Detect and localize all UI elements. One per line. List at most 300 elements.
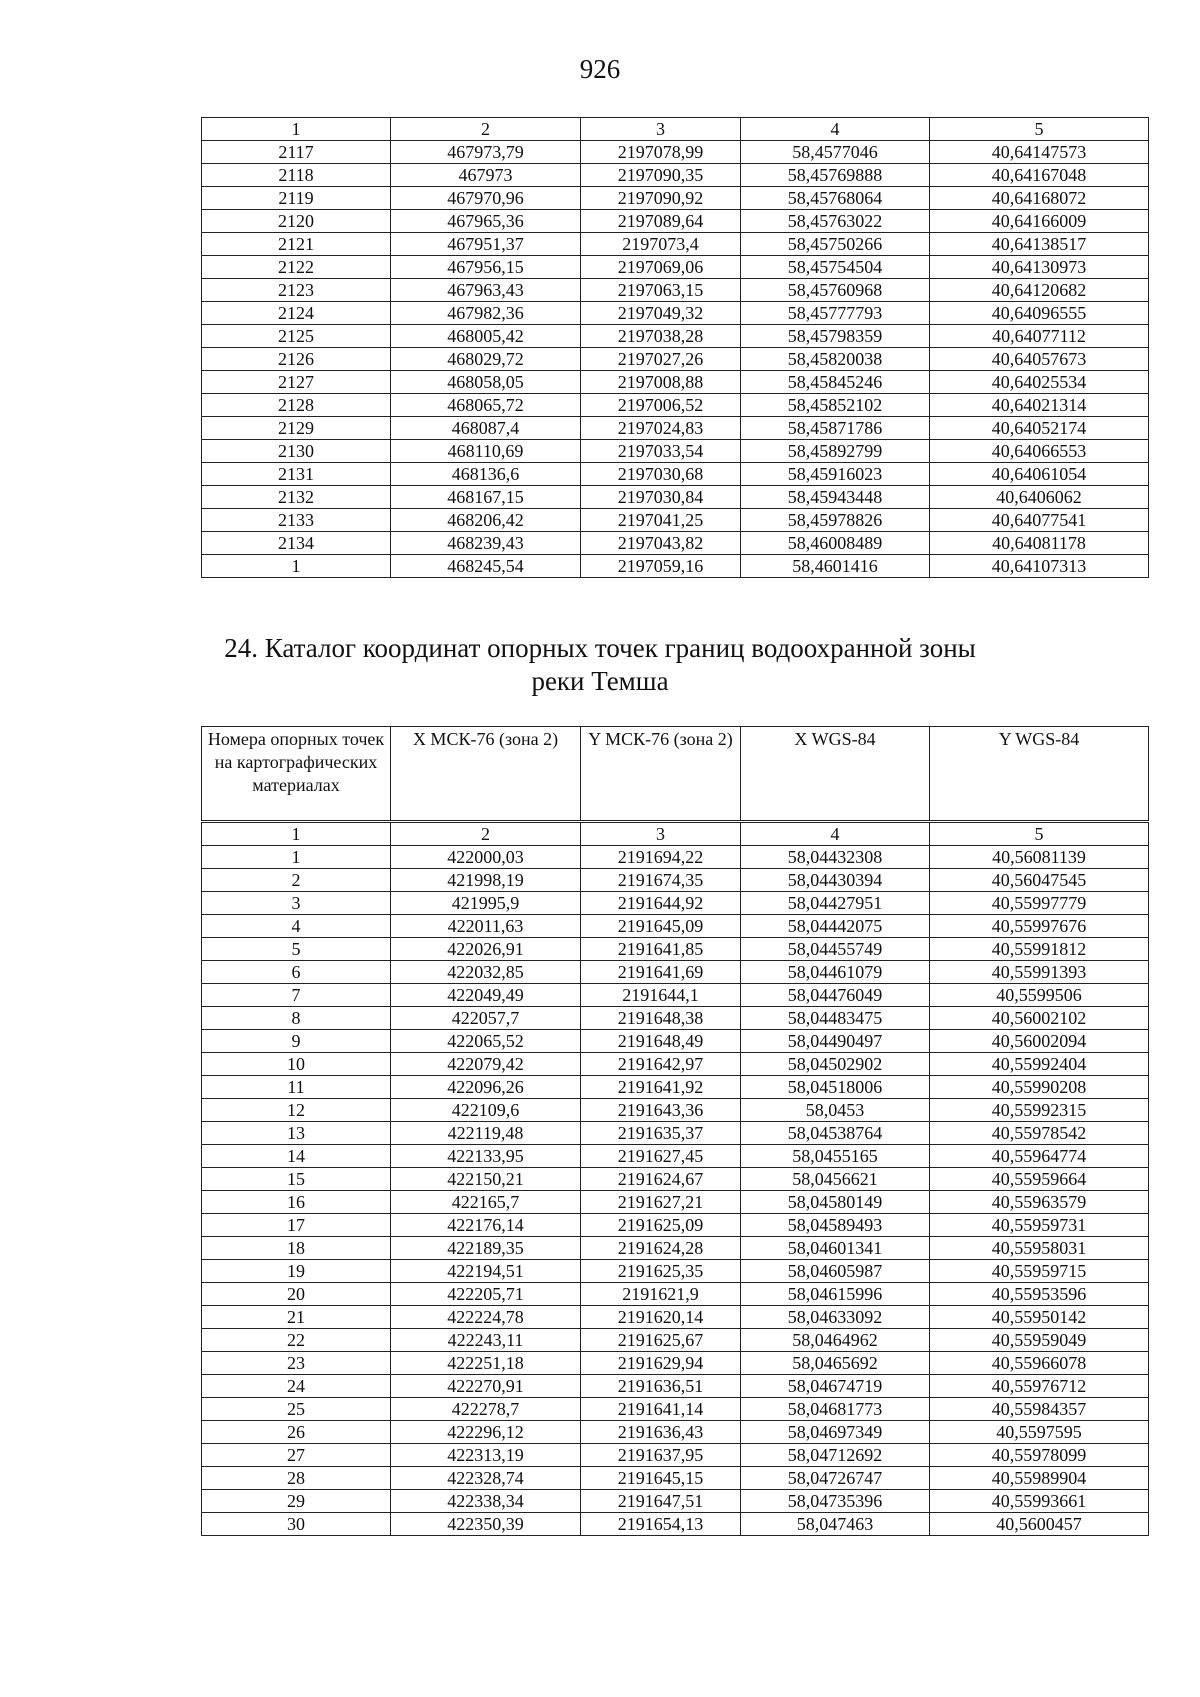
x-msk76-cell: 422150,21 <box>391 1168 581 1191</box>
x-wgs84-cell: 58,46008489 <box>741 532 930 555</box>
point-number-cell: 21 <box>202 1306 391 1329</box>
point-number-cell: 2133 <box>202 509 391 532</box>
y-msk76-cell: 2191694,22 <box>581 846 741 869</box>
x-msk76-cell: 467951,37 <box>391 233 581 256</box>
y-wgs84-cell: 40,55959715 <box>930 1260 1149 1283</box>
point-number-cell: 3 <box>202 892 391 915</box>
x-wgs84-cell: 58,04712692 <box>741 1444 930 1467</box>
table-row <box>202 846 1149 869</box>
y-wgs84-cell: 40,64167048 <box>930 164 1149 187</box>
point-number-cell: 26 <box>202 1421 391 1444</box>
x-msk76-cell: 422032,85 <box>391 961 581 984</box>
x-msk76-cell: 468110,69 <box>391 440 581 463</box>
x-msk76-cell: 468005,42 <box>391 325 581 348</box>
x-wgs84-cell: 58,04461079 <box>741 961 930 984</box>
table-row <box>202 1030 1149 1053</box>
section-title-line-1: 24. Каталог координат опорных точек границ водоохранной зоны <box>224 633 976 663</box>
x-wgs84-cell: 58,04633092 <box>741 1306 930 1329</box>
x-wgs84-cell: 58,04490497 <box>741 1030 930 1053</box>
y-msk76-cell: 2191621,9 <box>581 1283 741 1306</box>
x-wgs84-cell: 58,04430394 <box>741 869 930 892</box>
x-wgs84-cell: 58,04442075 <box>741 915 930 938</box>
coordinates-table-continued <box>201 117 1149 578</box>
point-number-cell: 2129 <box>202 417 391 440</box>
point-number-cell: 10 <box>202 1053 391 1076</box>
column-number: 5 <box>930 118 1149 141</box>
x-wgs84-cell: 58,45760968 <box>741 279 930 302</box>
x-msk76-cell: 421995,9 <box>391 892 581 915</box>
y-wgs84-cell: 40,64107313 <box>930 555 1149 578</box>
y-wgs84-cell: 40,55992404 <box>930 1053 1149 1076</box>
y-wgs84-cell: 40,64166009 <box>930 210 1149 233</box>
y-msk76-cell: 2197041,25 <box>581 509 741 532</box>
x-wgs84-cell: 58,04455749 <box>741 938 930 961</box>
table-row <box>202 1352 1149 1375</box>
x-msk76-cell: 422133,95 <box>391 1145 581 1168</box>
x-msk76-cell: 422270,91 <box>391 1375 581 1398</box>
x-wgs84-cell: 58,0456621 <box>741 1168 930 1191</box>
y-msk76-cell: 2197090,35 <box>581 164 741 187</box>
point-number-cell: 22 <box>202 1329 391 1352</box>
y-wgs84-cell: 40,64077112 <box>930 325 1149 348</box>
x-wgs84-cell: 58,0465692 <box>741 1352 930 1375</box>
point-number-cell: 19 <box>202 1260 391 1283</box>
x-wgs84-cell: 58,45943448 <box>741 486 930 509</box>
x-msk76-cell: 422224,78 <box>391 1306 581 1329</box>
column-number: 1 <box>202 118 391 141</box>
y-wgs84-cell: 40,64061054 <box>930 463 1149 486</box>
y-wgs84-cell: 40,56047545 <box>930 869 1149 892</box>
y-wgs84-cell: 40,64057673 <box>930 348 1149 371</box>
table-row <box>202 486 1149 509</box>
y-msk76-cell: 2197030,68 <box>581 463 741 486</box>
x-wgs84-cell: 58,45768064 <box>741 187 930 210</box>
y-msk76-cell: 2191637,95 <box>581 1444 741 1467</box>
y-wgs84-cell: 40,55966078 <box>930 1352 1149 1375</box>
section-title <box>0 632 1200 698</box>
x-msk76-cell: 422165,7 <box>391 1191 581 1214</box>
point-number-cell: 2132 <box>202 486 391 509</box>
x-wgs84-cell: 58,04601341 <box>741 1237 930 1260</box>
x-wgs84-cell: 58,04605987 <box>741 1260 930 1283</box>
x-wgs84-cell: 58,04697349 <box>741 1421 930 1444</box>
x-msk76-cell: 422065,52 <box>391 1030 581 1053</box>
x-wgs84-cell: 58,04589493 <box>741 1214 930 1237</box>
point-number-cell: 5 <box>202 938 391 961</box>
y-msk76-cell: 2197059,16 <box>581 555 741 578</box>
y-msk76-cell: 2197006,52 <box>581 394 741 417</box>
table-row <box>202 394 1149 417</box>
y-wgs84-cell: 40,55959049 <box>930 1329 1149 1352</box>
table-row <box>202 1053 1149 1076</box>
point-number-cell: 2123 <box>202 279 391 302</box>
y-wgs84-cell: 40,55997779 <box>930 892 1149 915</box>
y-msk76-cell: 2191674,35 <box>581 869 741 892</box>
x-msk76-cell: 468206,42 <box>391 509 581 532</box>
point-number-cell: 23 <box>202 1352 391 1375</box>
x-wgs84-cell: 58,04580149 <box>741 1191 930 1214</box>
y-msk76-cell: 2197069,06 <box>581 256 741 279</box>
x-msk76-cell: 421998,19 <box>391 869 581 892</box>
y-msk76-cell: 2197078,99 <box>581 141 741 164</box>
point-number-cell: 30 <box>202 1513 391 1536</box>
table-row <box>202 1099 1149 1122</box>
point-number-cell: 2127 <box>202 371 391 394</box>
point-number-cell: 2121 <box>202 233 391 256</box>
y-wgs84-cell: 40,5599506 <box>930 984 1149 1007</box>
y-wgs84-cell: 40,64138517 <box>930 233 1149 256</box>
table-header-row <box>202 727 1149 822</box>
y-wgs84-cell: 40,64066553 <box>930 440 1149 463</box>
y-msk76-cell: 2191641,85 <box>581 938 741 961</box>
y-wgs84-cell: 40,64052174 <box>930 417 1149 440</box>
column-number: 5 <box>930 822 1149 846</box>
y-msk76-cell: 2191625,67 <box>581 1329 741 1352</box>
x-msk76-cell: 422026,91 <box>391 938 581 961</box>
table-row <box>202 279 1149 302</box>
table-row <box>202 1398 1149 1421</box>
table-row <box>202 1122 1149 1145</box>
table-row <box>202 417 1149 440</box>
y-wgs84-cell: 40,56002094 <box>930 1030 1149 1053</box>
point-number-cell: 2131 <box>202 463 391 486</box>
y-wgs84-cell: 40,64168072 <box>930 187 1149 210</box>
column-number: 1 <box>202 822 391 846</box>
x-msk76-cell: 468136,6 <box>391 463 581 486</box>
x-wgs84-cell: 58,0455165 <box>741 1145 930 1168</box>
table-row <box>202 1467 1149 1490</box>
x-wgs84-cell: 58,04538764 <box>741 1122 930 1145</box>
y-msk76-cell: 2197030,84 <box>581 486 741 509</box>
y-wgs84-cell: 40,56002102 <box>930 1007 1149 1030</box>
y-wgs84-cell: 40,64025534 <box>930 371 1149 394</box>
point-number-cell: 9 <box>202 1030 391 1053</box>
point-number-cell: 12 <box>202 1099 391 1122</box>
x-wgs84-cell: 58,45916023 <box>741 463 930 486</box>
column-number: 4 <box>741 118 930 141</box>
x-msk76-cell: 468029,72 <box>391 348 581 371</box>
y-wgs84-cell: 40,55959664 <box>930 1168 1149 1191</box>
table-row <box>202 915 1149 938</box>
header-point-number: Номера опорных точек на картографических материалах <box>202 727 391 822</box>
column-number-row <box>202 118 1149 141</box>
temsha-coordinates-table <box>201 726 1149 1536</box>
point-number-cell: 18 <box>202 1237 391 1260</box>
column-number: 3 <box>581 118 741 141</box>
y-wgs84-cell: 40,64077541 <box>930 509 1149 532</box>
y-wgs84-cell: 40,55959731 <box>930 1214 1149 1237</box>
point-number-cell: 13 <box>202 1122 391 1145</box>
column-number: 2 <box>391 822 581 846</box>
point-number-cell: 14 <box>202 1145 391 1168</box>
point-number-cell: 2130 <box>202 440 391 463</box>
y-wgs84-cell: 40,55992315 <box>930 1099 1149 1122</box>
x-msk76-cell: 467965,36 <box>391 210 581 233</box>
point-number-cell: 15 <box>202 1168 391 1191</box>
y-msk76-cell: 2197063,15 <box>581 279 741 302</box>
x-msk76-cell: 468245,54 <box>391 555 581 578</box>
x-wgs84-cell: 58,45777793 <box>741 302 930 325</box>
x-msk76-cell: 422000,03 <box>391 846 581 869</box>
table-row <box>202 210 1149 233</box>
x-msk76-cell: 422096,26 <box>391 1076 581 1099</box>
y-msk76-cell: 2197049,32 <box>581 302 741 325</box>
y-wgs84-cell: 40,64096555 <box>930 302 1149 325</box>
point-number-cell: 29 <box>202 1490 391 1513</box>
column-number: 2 <box>391 118 581 141</box>
y-wgs84-cell: 40,55978542 <box>930 1122 1149 1145</box>
x-msk76-cell: 422338,34 <box>391 1490 581 1513</box>
x-wgs84-cell: 58,04518006 <box>741 1076 930 1099</box>
x-wgs84-cell: 58,04427951 <box>741 892 930 915</box>
y-wgs84-cell: 40,55978099 <box>930 1444 1149 1467</box>
y-wgs84-cell: 40,55990208 <box>930 1076 1149 1099</box>
y-msk76-cell: 2191644,1 <box>581 984 741 1007</box>
table-row <box>202 256 1149 279</box>
y-wgs84-cell: 40,6406062 <box>930 486 1149 509</box>
header-x-msk76: X МСК-76 (зона 2) <box>391 727 581 822</box>
y-msk76-cell: 2191629,94 <box>581 1352 741 1375</box>
x-msk76-cell: 422057,7 <box>391 1007 581 1030</box>
point-number-cell: 2117 <box>202 141 391 164</box>
x-wgs84-cell: 58,04681773 <box>741 1398 930 1421</box>
y-msk76-cell: 2197024,83 <box>581 417 741 440</box>
y-msk76-cell: 2191645,09 <box>581 915 741 938</box>
y-msk76-cell: 2197008,88 <box>581 371 741 394</box>
section-title-line-2: реки Темша <box>531 666 669 696</box>
x-msk76-cell: 468058,05 <box>391 371 581 394</box>
y-msk76-cell: 2191624,28 <box>581 1237 741 1260</box>
x-wgs84-cell: 58,04483475 <box>741 1007 930 1030</box>
x-msk76-cell: 422278,7 <box>391 1398 581 1421</box>
y-wgs84-cell: 40,55958031 <box>930 1237 1149 1260</box>
table-row <box>202 1421 1149 1444</box>
x-wgs84-cell: 58,45754504 <box>741 256 930 279</box>
x-wgs84-cell: 58,04432308 <box>741 846 930 869</box>
table-row <box>202 1375 1149 1398</box>
table-row <box>202 1076 1149 1099</box>
table-row <box>202 1260 1149 1283</box>
table-row <box>202 1490 1149 1513</box>
table-row <box>202 1444 1149 1467</box>
point-number-cell: 2119 <box>202 187 391 210</box>
table-row <box>202 141 1149 164</box>
table-row <box>202 233 1149 256</box>
y-wgs84-cell: 40,55963579 <box>930 1191 1149 1214</box>
point-number-cell: 2126 <box>202 348 391 371</box>
y-wgs84-cell: 40,56081139 <box>930 846 1149 869</box>
x-msk76-cell: 422296,12 <box>391 1421 581 1444</box>
point-number-cell: 25 <box>202 1398 391 1421</box>
y-msk76-cell: 2191625,35 <box>581 1260 741 1283</box>
table-row <box>202 463 1149 486</box>
table-row <box>202 1237 1149 1260</box>
point-number-cell: 2124 <box>202 302 391 325</box>
point-number-cell: 2122 <box>202 256 391 279</box>
y-wgs84-cell: 40,64021314 <box>930 394 1149 417</box>
x-wgs84-cell: 58,45750266 <box>741 233 930 256</box>
header-y-wgs84: Y WGS-84 <box>930 727 1149 822</box>
x-msk76-cell: 468239,43 <box>391 532 581 555</box>
x-msk76-cell: 422350,39 <box>391 1513 581 1536</box>
y-msk76-cell: 2197027,26 <box>581 348 741 371</box>
table-row <box>202 1329 1149 1352</box>
table-row <box>202 984 1149 1007</box>
x-wgs84-cell: 58,45892799 <box>741 440 930 463</box>
x-msk76-cell: 467956,15 <box>391 256 581 279</box>
y-msk76-cell: 2191643,36 <box>581 1099 741 1122</box>
y-wgs84-cell: 40,55989904 <box>930 1467 1149 1490</box>
point-number-cell: 2 <box>202 869 391 892</box>
point-number-cell: 2128 <box>202 394 391 417</box>
y-wgs84-cell: 40,55984357 <box>930 1398 1149 1421</box>
x-msk76-cell: 422194,51 <box>391 1260 581 1283</box>
x-msk76-cell: 467973,79 <box>391 141 581 164</box>
table-row <box>202 555 1149 578</box>
x-wgs84-cell: 58,0453 <box>741 1099 930 1122</box>
x-msk76-cell: 422251,18 <box>391 1352 581 1375</box>
x-msk76-cell: 422189,35 <box>391 1237 581 1260</box>
y-msk76-cell: 2197090,92 <box>581 187 741 210</box>
y-msk76-cell: 2191624,67 <box>581 1168 741 1191</box>
point-number-cell: 6 <box>202 961 391 984</box>
point-number-cell: 24 <box>202 1375 391 1398</box>
x-msk76-cell: 467970,96 <box>391 187 581 210</box>
table-row <box>202 892 1149 915</box>
y-msk76-cell: 2191625,09 <box>581 1214 741 1237</box>
x-msk76-cell: 468065,72 <box>391 394 581 417</box>
table-row <box>202 1306 1149 1329</box>
table-row <box>202 1007 1149 1030</box>
point-number-cell: 17 <box>202 1214 391 1237</box>
y-wgs84-cell: 40,55976712 <box>930 1375 1149 1398</box>
table-row <box>202 164 1149 187</box>
y-msk76-cell: 2191642,97 <box>581 1053 741 1076</box>
x-wgs84-cell: 58,45845246 <box>741 371 930 394</box>
y-msk76-cell: 2197038,28 <box>581 325 741 348</box>
x-msk76-cell: 422049,49 <box>391 984 581 1007</box>
table-row <box>202 532 1149 555</box>
x-msk76-cell: 422079,42 <box>391 1053 581 1076</box>
x-msk76-cell: 422205,71 <box>391 1283 581 1306</box>
point-number-cell: 4 <box>202 915 391 938</box>
point-number-cell: 7 <box>202 984 391 1007</box>
x-msk76-cell: 468087,4 <box>391 417 581 440</box>
point-number-cell: 28 <box>202 1467 391 1490</box>
table-row <box>202 938 1149 961</box>
y-msk76-cell: 2191627,21 <box>581 1191 741 1214</box>
table-row <box>202 1191 1149 1214</box>
x-wgs84-cell: 58,45852102 <box>741 394 930 417</box>
y-wgs84-cell: 40,55993661 <box>930 1490 1149 1513</box>
y-wgs84-cell: 40,5600457 <box>930 1513 1149 1536</box>
point-number-cell: 8 <box>202 1007 391 1030</box>
table-row <box>202 187 1149 210</box>
header-x-wgs84: X WGS-84 <box>741 727 930 822</box>
table-row <box>202 1145 1149 1168</box>
point-number-cell: 2125 <box>202 325 391 348</box>
x-wgs84-cell: 58,45820038 <box>741 348 930 371</box>
y-msk76-cell: 2197073,4 <box>581 233 741 256</box>
x-wgs84-cell: 58,04726747 <box>741 1467 930 1490</box>
x-wgs84-cell: 58,45871786 <box>741 417 930 440</box>
table-row <box>202 1283 1149 1306</box>
y-msk76-cell: 2191641,14 <box>581 1398 741 1421</box>
point-number-cell: 2118 <box>202 164 391 187</box>
x-msk76-cell: 467982,36 <box>391 302 581 325</box>
y-wgs84-cell: 40,64147573 <box>930 141 1149 164</box>
column-number: 4 <box>741 822 930 846</box>
x-wgs84-cell: 58,45769888 <box>741 164 930 187</box>
x-wgs84-cell: 58,04502902 <box>741 1053 930 1076</box>
table-row <box>202 371 1149 394</box>
x-wgs84-cell: 58,4601416 <box>741 555 930 578</box>
y-msk76-cell: 2191647,51 <box>581 1490 741 1513</box>
y-wgs84-cell: 40,55950142 <box>930 1306 1149 1329</box>
point-number-cell: 1 <box>202 846 391 869</box>
table-row <box>202 440 1149 463</box>
y-wgs84-cell: 40,64120682 <box>930 279 1149 302</box>
x-wgs84-cell: 58,04615996 <box>741 1283 930 1306</box>
point-number-cell: 2120 <box>202 210 391 233</box>
y-msk76-cell: 2191641,69 <box>581 961 741 984</box>
y-wgs84-cell: 40,55991812 <box>930 938 1149 961</box>
table-row <box>202 961 1149 984</box>
x-msk76-cell: 422109,6 <box>391 1099 581 1122</box>
table-row <box>202 509 1149 532</box>
point-number-cell: 27 <box>202 1444 391 1467</box>
y-msk76-cell: 2191645,15 <box>581 1467 741 1490</box>
table-row <box>202 302 1149 325</box>
x-wgs84-cell: 58,45978826 <box>741 509 930 532</box>
x-wgs84-cell: 58,45798359 <box>741 325 930 348</box>
point-number-cell: 11 <box>202 1076 391 1099</box>
y-wgs84-cell: 40,55991393 <box>930 961 1149 984</box>
x-msk76-cell: 422119,48 <box>391 1122 581 1145</box>
table-row <box>202 325 1149 348</box>
table-row <box>202 1168 1149 1191</box>
x-wgs84-cell: 58,04476049 <box>741 984 930 1007</box>
x-msk76-cell: 467973 <box>391 164 581 187</box>
x-wgs84-cell: 58,45763022 <box>741 210 930 233</box>
y-msk76-cell: 2191636,51 <box>581 1375 741 1398</box>
page-number: 926 <box>579 54 621 84</box>
header-y-msk76: Y МСК-76 (зона 2) <box>581 727 741 822</box>
y-msk76-cell: 2191641,92 <box>581 1076 741 1099</box>
x-wgs84-cell: 58,4577046 <box>741 141 930 164</box>
y-msk76-cell: 2191648,49 <box>581 1030 741 1053</box>
y-msk76-cell: 2191648,38 <box>581 1007 741 1030</box>
y-msk76-cell: 2197043,82 <box>581 532 741 555</box>
y-msk76-cell: 2197089,64 <box>581 210 741 233</box>
y-msk76-cell: 2191644,92 <box>581 892 741 915</box>
x-wgs84-cell: 58,04674719 <box>741 1375 930 1398</box>
y-wgs84-cell: 40,5597595 <box>930 1421 1149 1444</box>
table-row <box>202 348 1149 371</box>
x-msk76-cell: 422243,11 <box>391 1329 581 1352</box>
x-msk76-cell: 422176,14 <box>391 1214 581 1237</box>
y-wgs84-cell: 40,64130973 <box>930 256 1149 279</box>
y-msk76-cell: 2191635,37 <box>581 1122 741 1145</box>
y-msk76-cell: 2191627,45 <box>581 1145 741 1168</box>
y-wgs84-cell: 40,55953596 <box>930 1283 1149 1306</box>
table-row <box>202 869 1149 892</box>
point-number-cell: 1 <box>202 555 391 578</box>
point-number-cell: 20 <box>202 1283 391 1306</box>
table-row <box>202 1513 1149 1536</box>
point-number-cell: 16 <box>202 1191 391 1214</box>
x-msk76-cell: 422011,63 <box>391 915 581 938</box>
